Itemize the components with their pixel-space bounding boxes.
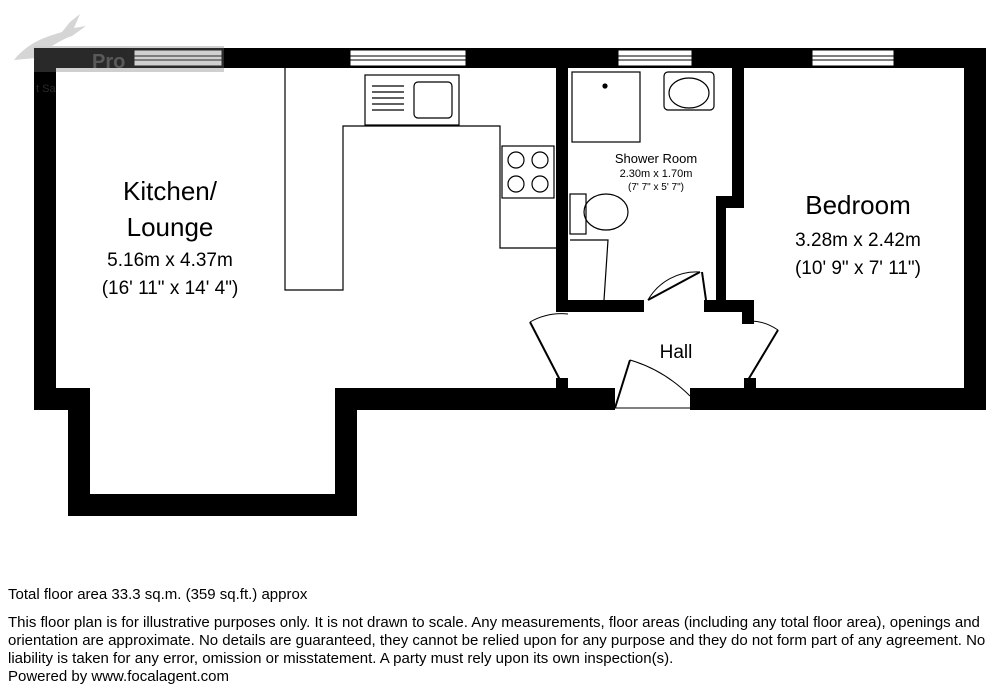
footer — [8, 586, 998, 686]
kitchen-name-line2: Lounge — [126, 212, 214, 242]
bedroom-metric: 3.28m x 2.42m — [795, 230, 921, 251]
logo-text: Pro — [92, 51, 126, 73]
bedroom-imperial: (10' 9" x 7' 11") — [794, 258, 922, 279]
hall-label — [660, 342, 693, 363]
kitchen-name-line1: Kitchen/ — [123, 176, 217, 206]
bedroom-name: Bedroom — [805, 190, 911, 220]
kitchen-lounge-label — [102, 176, 239, 299]
hob — [502, 146, 554, 198]
shower-tray — [572, 72, 640, 142]
kitchen-metric: 5.16m x 4.37m — [107, 250, 233, 271]
hall-name: Hall — [659, 342, 693, 363]
kitchen-fittings — [285, 68, 556, 290]
shower-name: Shower Room — [614, 151, 698, 166]
logo-subtext: t Sa — [36, 83, 56, 95]
shower-imperial: (7' 7" x 5' 7") — [628, 182, 684, 193]
bedroom-label — [795, 190, 921, 279]
disclaimer: This floor plan is for illustrative purposes only. It is not drawn to scale. Any measurements, floor areas (including any total floor area), openings and orientation are approximate. No details are guaranteed, they cannot be relied upon for any purpose and they do not form part of any agreement. No liability is taken for any error, omission or misstatement. A party must rely upon its own inspection(s). — [8, 614, 986, 667]
shower-room-label — [615, 151, 697, 193]
kitchen-imperial: (16' 11" x 14' 4") — [101, 278, 239, 299]
shower-metric: 2.30m x 1.70m — [619, 168, 693, 180]
powered-by: Powered by www.focalagent.com — [8, 668, 229, 685]
logo — [14, 14, 224, 95]
total-floor-area: Total floor area 33.3 sq.m. (359 sq.ft.) approx — [8, 586, 308, 603]
